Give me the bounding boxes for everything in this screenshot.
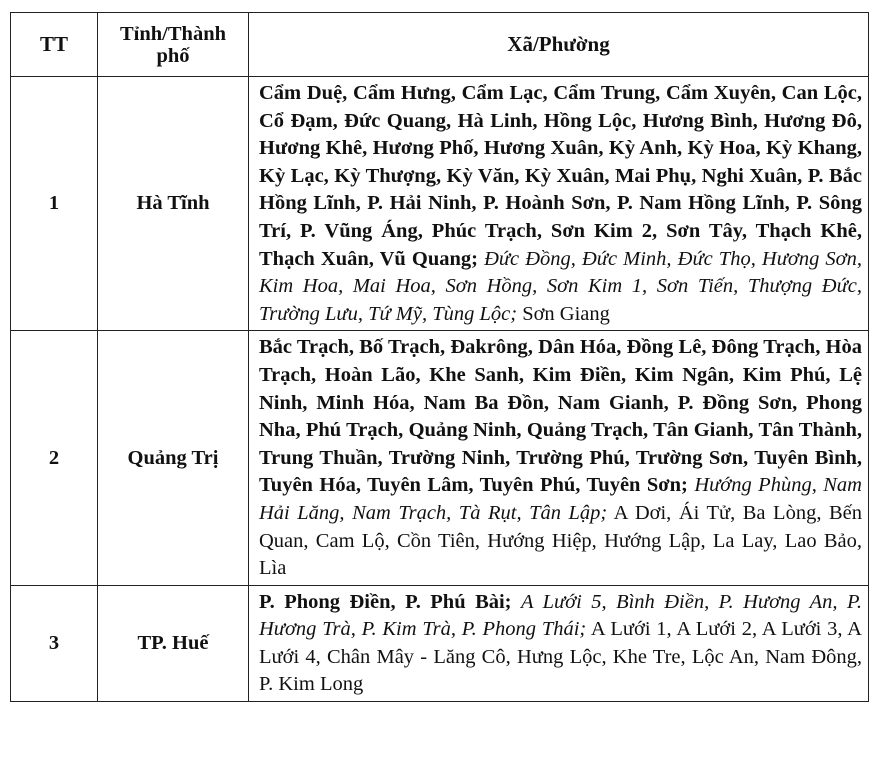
row-wards bbox=[249, 77, 869, 331]
table-header-row bbox=[11, 13, 869, 77]
wards-normal-text: A Lưới 1, A Lưới 2, A Lưới 3, A Lưới 4, Chân Mây - Lăng Cô, Hưng Lộc, Khe Tre, Lộc An, Nam Đông, P. Kim Long bbox=[259, 618, 862, 696]
wards-italic-text: Đức Đồng, Đức Minh, Đức Thọ, Hương Sơn, Kim Hoa, Mai Hoa, Sơn Hồng, Sơn Kim 1, Sơn Tiến, Thượng Đức, Trường Lưu, Tứ Mỹ, Tùng Lộc; bbox=[259, 247, 862, 325]
row-number: 3 bbox=[11, 585, 98, 701]
table-row bbox=[11, 331, 869, 585]
wards-bold-text: Bắc Trạch, Bố Trạch, Đakrông, Dân Hóa, Đồng Lê, Đông Trạch, Hòa Trạch, Hoàn Lão, Khe Sanh, Kim Điền, Kim Ngân, Kim Phú, Lệ Ninh, Minh Hóa, Nam Ba Đồn, Nam Gianh, P. Đồng Sơn, Phong Nha, Phú Trạch, Quảng Ninh, Quảng Trạch, Tân Gianh, Tân Thành, Trung Thuần, Trường Ninh, Trường Phú, Trường Sơn, Tuyên Bình, Tuyên Hóa, Tuyên Lâm, Tuyên Phú, Tuyên Sơn; bbox=[259, 336, 862, 497]
wards-italic-text: Hướng Phùng, Nam Hải Lăng, Nam Trạch, Tà Rụt, Tân Lập; bbox=[259, 474, 862, 524]
row-province: TP. Huế bbox=[98, 585, 249, 701]
wards-normal-text: A Dơi, Ái Tử, Ba Lòng, Bến Quan, Cam Lộ, Cồn Tiên, Hướng Hiệp, Hướng Lập, La Lay, Lao Bảo, Lìa bbox=[259, 501, 862, 580]
wards-italic-text: A Lưới 5, Bình Điền, P. Hương An, P. Hương Trà, P. Kim Trà, P. Phong Thái; bbox=[259, 590, 862, 641]
row-wards bbox=[249, 331, 869, 585]
wards-bold-text: P. Phong Điền, P. Phú Bài; bbox=[259, 590, 512, 613]
header-province bbox=[98, 13, 249, 77]
table-row bbox=[11, 585, 869, 701]
wards-bold-text: Cẩm Duệ, Cẩm Hưng, Cẩm Lạc, Cẩm Trung, Cẩm Xuyên, Can Lộc, Cổ Đạm, Đức Quang, Hà Linh, Hồng Lộc, Hương Bình, Hương Đô, Hương Khê, Hương Phố, Hương Xuân, Kỳ Anh, Kỳ Hoa, Kỳ Khang, Kỳ Lạc, Kỳ Thượng, Kỳ Văn, Kỳ Xuân, Mai Phụ, Nghi Xuân, P. Bắc Hồng Lĩnh, P. Hải Ninh, P. Hoành Sơn, P. Nam Hồng Lĩnh, P. Sông Trí, P. Vũng Áng, Phúc Trạch, Sơn Kim 2, Sơn Tây, Thạch Khê, Thạch Xuân, Vũ Quang; bbox=[259, 82, 862, 270]
row-province: Quảng Trị bbox=[98, 331, 249, 585]
row-province: Hà Tĩnh bbox=[98, 77, 249, 331]
header-wards: Xã/Phường bbox=[249, 13, 869, 77]
row-number: 2 bbox=[11, 331, 98, 585]
header-province-line1: Tỉnh/Thành bbox=[120, 22, 226, 45]
row-wards bbox=[249, 585, 869, 701]
wards-normal-text: Sơn Giang bbox=[522, 302, 610, 325]
table-row bbox=[11, 77, 869, 331]
wards-table bbox=[10, 12, 869, 702]
header-province-line2: phố bbox=[156, 44, 190, 67]
row-number: 1 bbox=[11, 77, 98, 331]
header-tt: TT bbox=[11, 13, 98, 77]
